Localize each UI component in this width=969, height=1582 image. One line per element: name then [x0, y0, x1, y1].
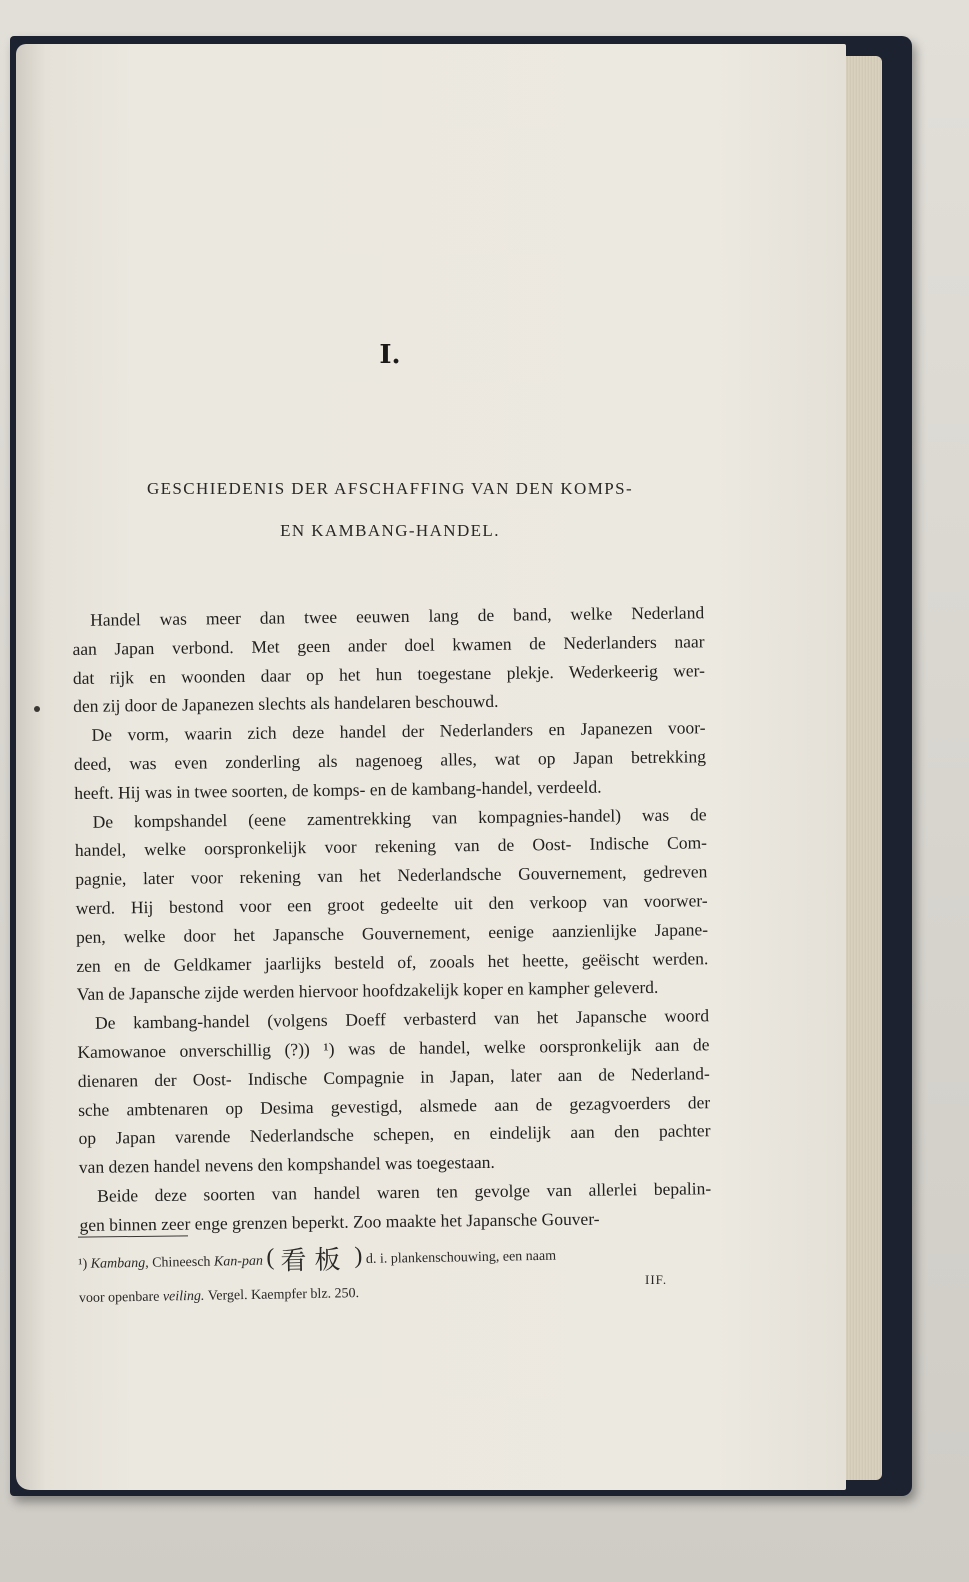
footnote-open-paren: ( [266, 1244, 275, 1271]
footnote [78, 1233, 709, 1316]
footnote-text-1: Chineesch [152, 1254, 211, 1271]
text-line: pagnie, later voor rekening van het Nederlandsche Gouvernement, gedreven [75, 861, 708, 890]
text-line: dienaren der Oost- Indische Compagnie in Japan, later aan de Nederland- [77, 1062, 710, 1091]
text-line: Handel was meer dan twee eeuwen lang de band, welke Nederland [90, 602, 705, 630]
text-line: zen en de Geldkamer jaarlijks besteld of, zooals het heette, geëischt werden. [76, 947, 709, 976]
paragraph [74, 800, 708, 1009]
footnote-term: Kambang, [90, 1255, 149, 1272]
margin-mark [34, 706, 40, 712]
text-line: pen, welke door het Japansche Gouvernement, eenige aanzienlijke Japane- [75, 919, 709, 947]
paragraph [79, 1174, 712, 1239]
body-text [72, 598, 712, 1239]
footnote-close-paren: ) [354, 1243, 363, 1270]
paragraph [73, 713, 706, 807]
text-line: werd. Hij bestond voor een groot gedeelte uit den verkoop van voorwer- [75, 890, 708, 918]
text-line: op Japan varende Nederlandsche schepen, en eindelijk aan den pachter [78, 1120, 711, 1149]
text-line: De vorm, waarin zich deze handel der Nederlanders en Japanezen voor- [91, 717, 706, 745]
heading-line-1: GESCHIEDENIS DER AFSCHAFFING VAN DEN KOMPS- [146, 479, 634, 498]
text-line: De kompshandel (eene zamentrekking van kompagnies-handel) was de [92, 803, 707, 832]
footnote-text-4: Vergel. Kaempfer blz. 250. [207, 1286, 360, 1304]
footnote-term-2: Kan-pan [213, 1253, 264, 1270]
text-line: heeft. Hij was in twee soorten, de komps- en de kambang-handel, verdeeld. [74, 776, 602, 803]
text-line: Kamowanoe onverschillig (?)) ¹) was de handel, welke oorspronkelijk aan de [77, 1034, 710, 1062]
text-line: deed, was even zonderling als nagenoeg alles, wat op Japan betrekking [73, 746, 707, 774]
text-line: aan Japan verbond. Met geen ander doel kwamen de Nederlanders naar [72, 631, 705, 659]
footnote-text-3: voor openbare [78, 1289, 160, 1306]
footnote-term-3: veiling. [162, 1288, 205, 1305]
paragraph [77, 1001, 711, 1181]
paragraph [72, 598, 705, 721]
chapter-number: I. [379, 340, 401, 370]
text-line: sche ambtenaren op Desima gevestigd, alsmede aan de gezagvoerders der [78, 1091, 711, 1120]
text-line: dat rijk en woonden daar op het hun toegestane plekje. Wederkeerig wer- [72, 659, 705, 688]
signature-mark: IIF. [645, 1272, 668, 1287]
footnote-cjk: 看板 [280, 1245, 349, 1276]
text-line: van dezen handel nevens den kompshandel was toegestaan. [78, 1152, 495, 1178]
footnote-text-2: d. i. plankenschouwing, een naam [365, 1248, 557, 1267]
text-line: den zij door de Japanezen slechts als handelaren beschouwd. [73, 691, 499, 717]
text-line: De kambang-handel (volgens Doeff verbasterd van het Japansche woord [94, 1005, 710, 1033]
text-line: gen binnen zeer enge grenzen beperkt. Zoo maakte het Japansche Gouver- [79, 1208, 600, 1235]
chapter-heading [100, 468, 680, 552]
text-line: handel, welke oorspronkelijk voor rekening van de Oost- Indische Com- [74, 832, 708, 861]
page-edges [840, 56, 882, 1480]
footnote-marker: ¹) [78, 1256, 88, 1272]
heading-line-2: EN KAMBANG-HANDEL. [280, 521, 500, 540]
text-line: Beide deze soorten van handel waren ten gevolge van allerlei bepalin- [97, 1178, 712, 1206]
text-line: Van de Japansche zijde werden hiervoor hoofdzakelijk koper en kampher geleverd. [76, 977, 659, 1005]
